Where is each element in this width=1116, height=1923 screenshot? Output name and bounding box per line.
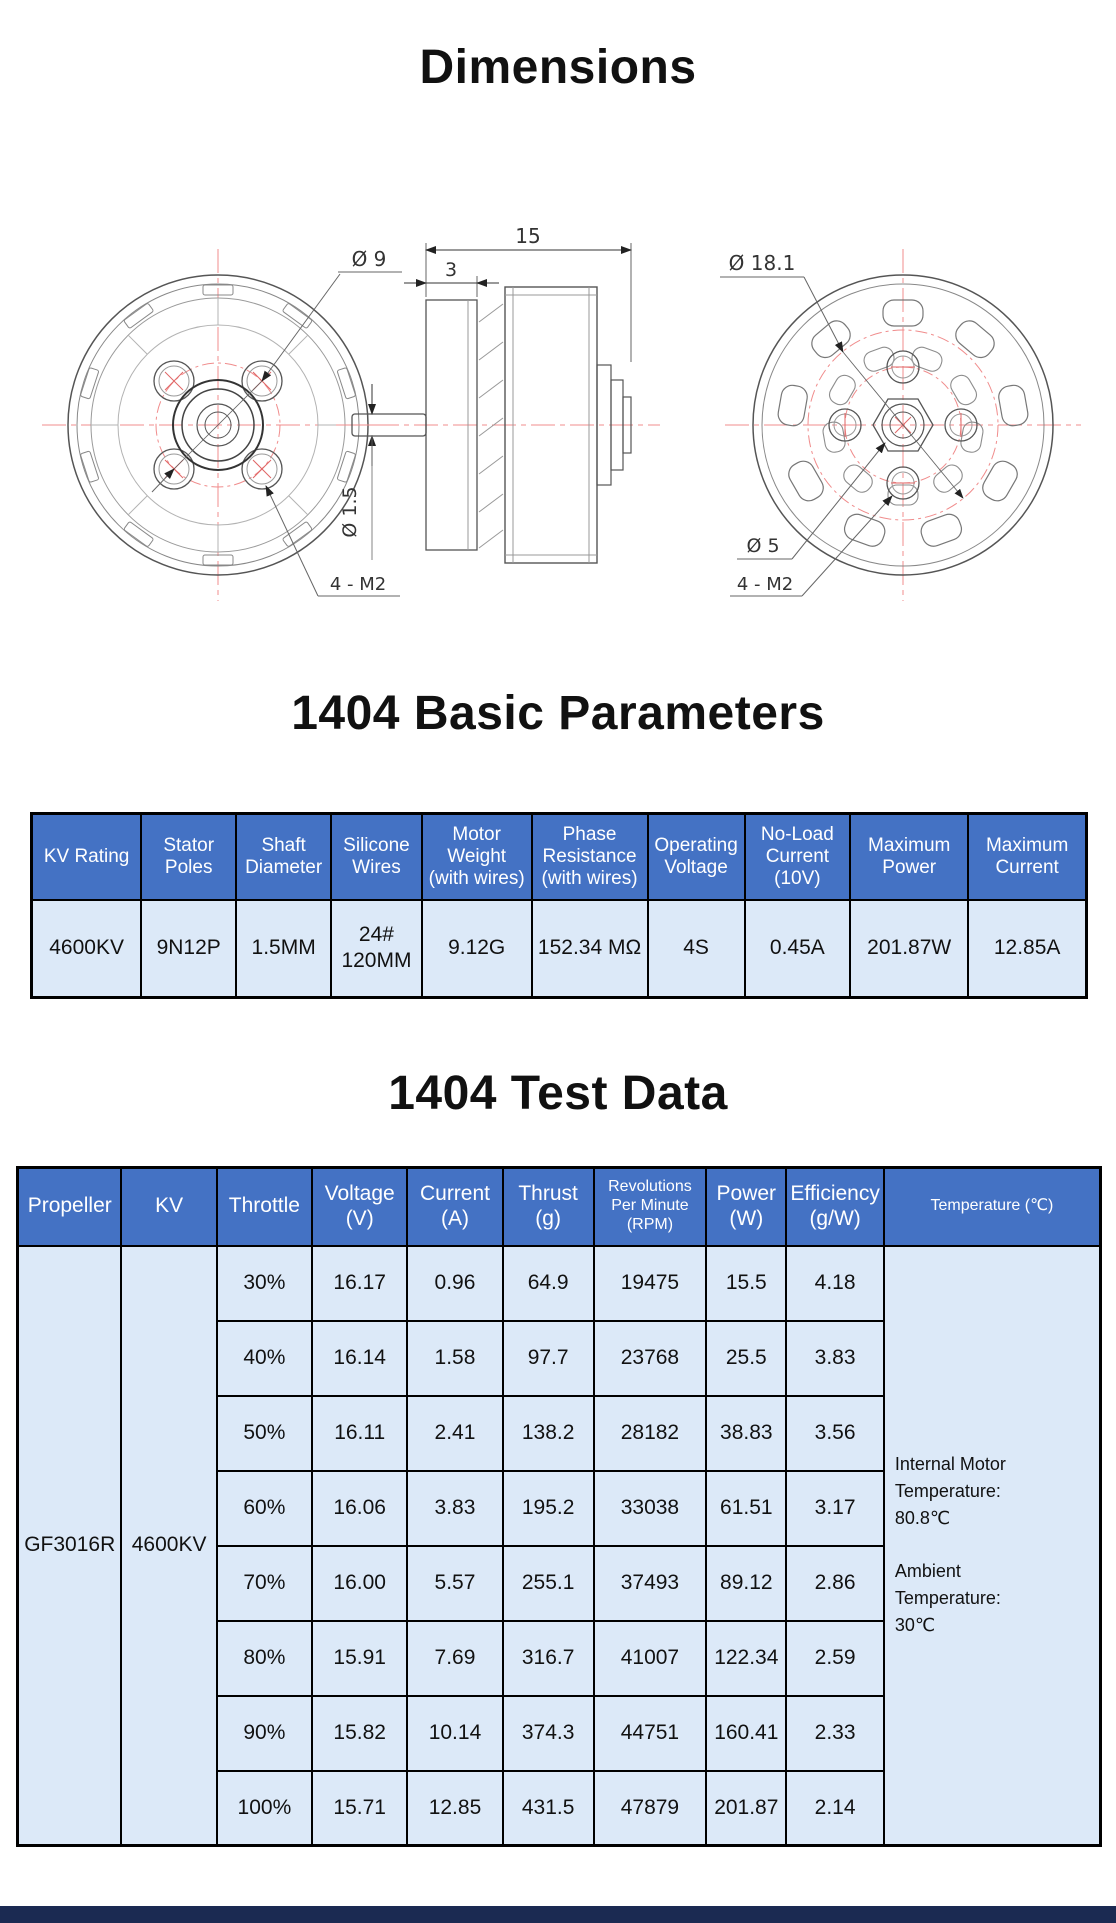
- cell-throttle: 50%: [217, 1396, 312, 1471]
- value-phase-resistance: 152.34 MΩ: [532, 900, 648, 998]
- th-no-load-current: No-Load Current (10V): [745, 814, 851, 900]
- cell-throttle: 100%: [217, 1771, 312, 1846]
- cell-rpm: 41007: [594, 1621, 707, 1696]
- cell-power: 201.87: [706, 1771, 786, 1846]
- value-no-load-current: 0.45A: [745, 900, 851, 998]
- value-shaft-diameter: 1.5MM: [236, 900, 331, 998]
- th-propeller: Propeller: [18, 1168, 122, 1246]
- th-silicone-wires: Silicone Wires: [331, 814, 422, 900]
- th-shaft-diameter: Shaft Diameter: [236, 814, 331, 900]
- cell-voltage: 16.14: [312, 1321, 407, 1396]
- cell-power: 122.34: [706, 1621, 786, 1696]
- value-stator-poles: 9N12P: [141, 900, 236, 998]
- test-row: [18, 1246, 1101, 1321]
- cell-thrust: 64.9: [503, 1246, 594, 1321]
- page-title: Dimensions: [419, 41, 697, 94]
- test-data-title: 1404 Test Data: [388, 1067, 728, 1120]
- test-header-row: [18, 1168, 1101, 1246]
- cell-voltage: 16.00: [312, 1546, 407, 1621]
- cell-thrust: 97.7: [503, 1321, 594, 1396]
- value-motor-weight: 9.12G: [422, 900, 532, 998]
- cell-rpm: 28182: [594, 1396, 707, 1471]
- cell-voltage: 16.17: [312, 1246, 407, 1321]
- cell-thrust: 374.3: [503, 1696, 594, 1771]
- cell-power: 89.12: [706, 1546, 786, 1621]
- basic-parameters-table: [30, 812, 1088, 999]
- th-thrust: Thrust (g): [503, 1168, 594, 1246]
- dim-label-side-shaft: Ø 1.5: [339, 486, 361, 538]
- cell-power: 38.83: [706, 1396, 786, 1471]
- cell-throttle: 80%: [217, 1621, 312, 1696]
- cell-current: 7.69: [407, 1621, 502, 1696]
- dim-label-rear-shaft-hole: Ø 5: [746, 535, 780, 557]
- cell-throttle: 60%: [217, 1471, 312, 1546]
- cell-rpm: 33038: [594, 1471, 707, 1546]
- cell-throttle: 30%: [217, 1246, 312, 1321]
- th-current: Current (A): [407, 1168, 502, 1246]
- cell-thrust: 255.1: [503, 1546, 594, 1621]
- value-maximum-power: 201.87W: [850, 900, 968, 998]
- cell-thrust: 138.2: [503, 1396, 594, 1471]
- th-stator-poles: Stator Poles: [141, 814, 236, 900]
- cell-throttle: 90%: [217, 1696, 312, 1771]
- value-kv-rating: 4600KV: [32, 900, 142, 998]
- cell-current: 2.41: [407, 1396, 502, 1471]
- cell-kv: 4600KV: [121, 1246, 216, 1846]
- cell-throttle: 70%: [217, 1546, 312, 1621]
- cell-power: 15.5: [706, 1246, 786, 1321]
- cell-thrust: 431.5: [503, 1771, 594, 1846]
- cell-efficiency: 4.18: [786, 1246, 883, 1321]
- th-throttle: Throttle: [217, 1168, 312, 1246]
- dim-label-side-offset: 3: [444, 259, 458, 281]
- cell-efficiency: 2.59: [786, 1621, 883, 1696]
- th-motor-weight: Motor Weight (with wires): [422, 814, 532, 900]
- dim-label-side-total: 15: [515, 224, 541, 248]
- cell-power: 25.5: [706, 1321, 786, 1396]
- th-kv: KV: [121, 1168, 216, 1246]
- cell-current: 10.14: [407, 1696, 502, 1771]
- cell-current: 12.85: [407, 1771, 502, 1846]
- cell-efficiency: 3.83: [786, 1321, 883, 1396]
- basic-header-row: [32, 814, 1087, 900]
- cell-current: 5.57: [407, 1546, 502, 1621]
- th-maximum-power: Maximum Power: [850, 814, 968, 900]
- cell-current: 1.58: [407, 1321, 502, 1396]
- basic-value-row: [32, 900, 1087, 998]
- footer-bar: [0, 1906, 1116, 1923]
- basic-parameters-title: 1404 Basic Parameters: [291, 687, 825, 740]
- th-efficiency: Efficiency (g/W): [786, 1168, 883, 1246]
- side-view-drawing: [336, 224, 660, 563]
- cell-throttle: 40%: [217, 1321, 312, 1396]
- value-operating-voltage: 4S: [648, 900, 745, 998]
- rear-view-drawing: [720, 249, 1081, 601]
- cell-propeller: GF3016R: [18, 1246, 122, 1846]
- cell-voltage: 15.82: [312, 1696, 407, 1771]
- cell-voltage: 16.11: [312, 1396, 407, 1471]
- cell-efficiency: 3.17: [786, 1471, 883, 1546]
- th-phase-resistance: Phase Resistance (with wires): [532, 814, 648, 900]
- dim-label-rear-diameter: Ø 18.1: [728, 251, 796, 275]
- cell-voltage: 15.71: [312, 1771, 407, 1846]
- cell-efficiency: 2.14: [786, 1771, 883, 1846]
- th-rpm: Revolutions Per Minute (RPM): [594, 1168, 707, 1246]
- front-view-drawing: [42, 247, 402, 601]
- cell-thrust: 316.7: [503, 1621, 594, 1696]
- cell-power: 160.41: [706, 1696, 786, 1771]
- th-power: Power (W): [706, 1168, 786, 1246]
- dim-label-front-mount: 4 - M2: [329, 574, 387, 595]
- value-maximum-current: 12.85A: [968, 900, 1086, 998]
- cell-rpm: 47879: [594, 1771, 707, 1846]
- dim-label-front-bolt-circle: Ø 9: [351, 247, 387, 271]
- cell-efficiency: 2.86: [786, 1546, 883, 1621]
- th-maximum-current: Maximum Current: [968, 814, 1086, 900]
- cell-current: 3.83: [407, 1471, 502, 1546]
- cell-voltage: 15.91: [312, 1621, 407, 1696]
- internal-temperature-note: Internal Motor Temperature: 80.8℃: [894, 1454, 1006, 1529]
- cell-current: 0.96: [407, 1246, 502, 1321]
- th-temperature: Temperature (℃): [884, 1168, 1101, 1246]
- th-operating-voltage: Operating Voltage: [648, 814, 745, 900]
- cell-rpm: 44751: [594, 1696, 707, 1771]
- cell-voltage: 16.06: [312, 1471, 407, 1546]
- test-data-table: [16, 1166, 1102, 1847]
- cell-rpm: 23768: [594, 1321, 707, 1396]
- th-voltage: Voltage (V): [312, 1168, 407, 1246]
- th-kv-rating: KV Rating: [32, 814, 142, 900]
- cell-power: 61.51: [706, 1471, 786, 1546]
- dimension-drawing: [0, 160, 1116, 630]
- cell-temperature-note: [884, 1246, 1101, 1846]
- ambient-temperature-note: Ambient Temperature: 30℃: [894, 1561, 1001, 1636]
- cell-thrust: 195.2: [503, 1471, 594, 1546]
- value-silicone-wires: 24# 120MM: [331, 900, 422, 998]
- cell-rpm: 19475: [594, 1246, 707, 1321]
- cell-efficiency: 2.33: [786, 1696, 883, 1771]
- cell-rpm: 37493: [594, 1546, 707, 1621]
- cell-efficiency: 3.56: [786, 1396, 883, 1471]
- dim-label-rear-mount: 4 - M2: [736, 574, 794, 595]
